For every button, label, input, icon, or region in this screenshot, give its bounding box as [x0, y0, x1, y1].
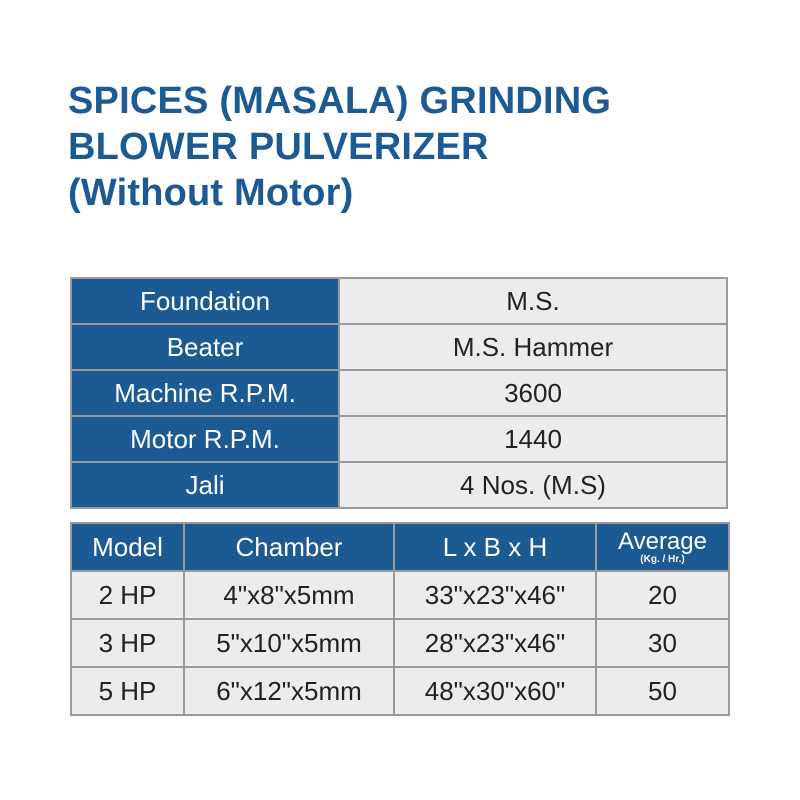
- title-line-1: SPICES (MASALA) GRINDING: [68, 80, 612, 122]
- table-row: [71, 571, 729, 619]
- header-chamber: Chamber: [184, 523, 394, 571]
- cell-chamber: 4"x8"x5mm: [184, 571, 394, 619]
- title-line-2: BLOWER PULVERIZER: [68, 126, 489, 168]
- cell-model: 5 HP: [71, 667, 184, 715]
- models-table: [70, 522, 730, 716]
- cell-chamber: 5"x10"x5mm: [184, 619, 394, 667]
- spec-row: [71, 324, 727, 370]
- cell-dimensions: 48"x30"x60": [394, 667, 596, 715]
- spec-value: 1440: [339, 416, 727, 462]
- title-line-3: (Without Motor): [68, 172, 354, 214]
- page-title: [68, 78, 611, 216]
- header-average-unit: (Kg. / Hr.): [640, 553, 685, 565]
- spec-value: 4 Nos. (M.S): [339, 462, 727, 508]
- spec-value: 3600: [339, 370, 727, 416]
- spec-row: [71, 278, 727, 324]
- cell-model: 2 HP: [71, 571, 184, 619]
- spec-label: Foundation: [71, 278, 339, 324]
- cell-average: 50: [596, 667, 729, 715]
- spec-row: [71, 416, 727, 462]
- table-row: [71, 667, 729, 715]
- models-header-row: [71, 523, 729, 571]
- spec-label: Motor R.P.M.: [71, 416, 339, 462]
- header-average-label: Average: [618, 527, 707, 555]
- spec-row: [71, 462, 727, 508]
- spec-row: [71, 370, 727, 416]
- cell-average: 30: [596, 619, 729, 667]
- spec-label: Machine R.P.M.: [71, 370, 339, 416]
- cell-chamber: 6"x12"x5mm: [184, 667, 394, 715]
- cell-model: 3 HP: [71, 619, 184, 667]
- spec-value: M.S.: [339, 278, 727, 324]
- specs-table: [70, 277, 728, 509]
- header-model: Model: [71, 523, 184, 571]
- cell-average: 20: [596, 571, 729, 619]
- header-average: [596, 523, 729, 571]
- header-dimensions: L x B x H: [394, 523, 596, 571]
- table-row: [71, 619, 729, 667]
- cell-dimensions: 28"x23"x46": [394, 619, 596, 667]
- spec-label: Beater: [71, 324, 339, 370]
- cell-dimensions: 33"x23"x46": [394, 571, 596, 619]
- spec-value: M.S. Hammer: [339, 324, 727, 370]
- spec-label: Jali: [71, 462, 339, 508]
